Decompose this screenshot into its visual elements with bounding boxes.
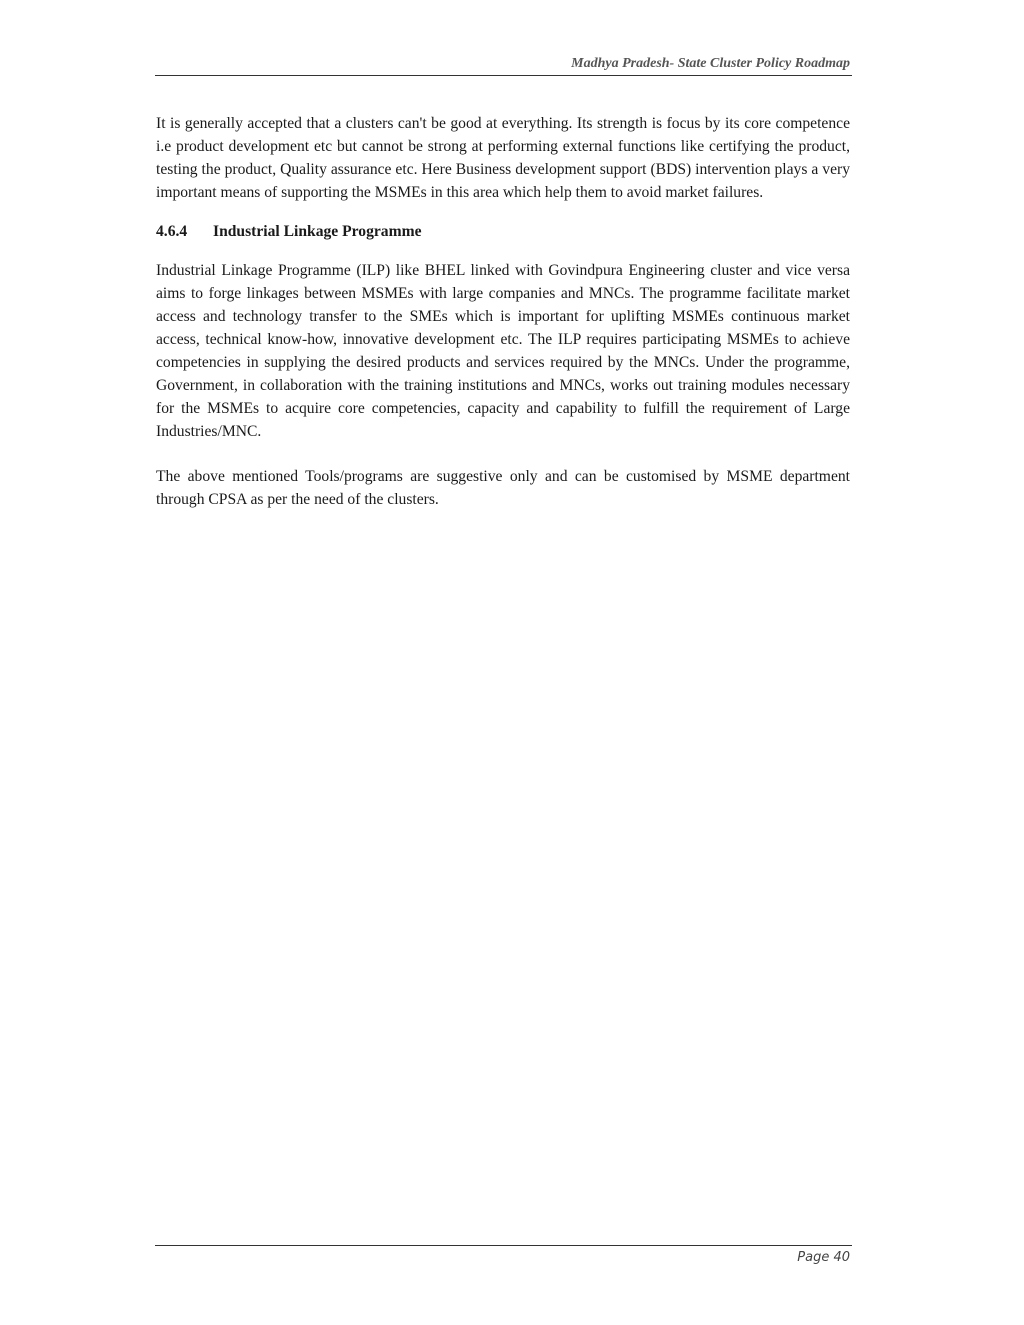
section-number: 4.6.4 <box>156 223 188 240</box>
section-title: Industrial Linkage Programme <box>213 223 422 240</box>
paragraph-cluster-strength: It is generally accepted that a clusters can't be good at everything. Its strength is focus by its core competence i.e product development etc but cannot be strong at performing external functions like certifying the product, testing the product, Quality assurance etc. Here Business development support (BDS) intervention plays a very important means of supporting the MSMEs in this area which help them to avoid market failures. <box>156 115 850 201</box>
footer-divider <box>155 1245 852 1246</box>
section-heading <box>156 220 850 243</box>
header-divider <box>155 75 852 76</box>
paragraph-tools-note: The above mentioned Tools/programs are suggestive only and can be customised by MSME department through CPSA as per the need of the clusters. <box>156 468 850 508</box>
page-number: Page 40 <box>797 1250 850 1265</box>
running-header-title: Madhya Pradesh- State Cluster Policy Roadmap <box>571 56 850 71</box>
page-content <box>156 112 850 511</box>
paragraph-ilp: Industrial Linkage Programme (ILP) like BHEL linked with Govindpura Engineering cluster and vice versa aims to forge linkages between MSMEs with large companies and MNCs. The programme facilitate market access and technology transfer to the SMEs which is important for uplifting MSMEs continuous market access, technical know-how, innovative development etc. The ILP requires participating MSMEs to achieve competencies in supplying the desired products and services required by the MNCs. Under the programme, Government, in collaboration with the training institutions and MNCs, works out training modules necessary for the MSMEs to acquire core competencies, capacity and capability to fulfill the requirement of Large Industries/MNC. <box>156 262 850 440</box>
